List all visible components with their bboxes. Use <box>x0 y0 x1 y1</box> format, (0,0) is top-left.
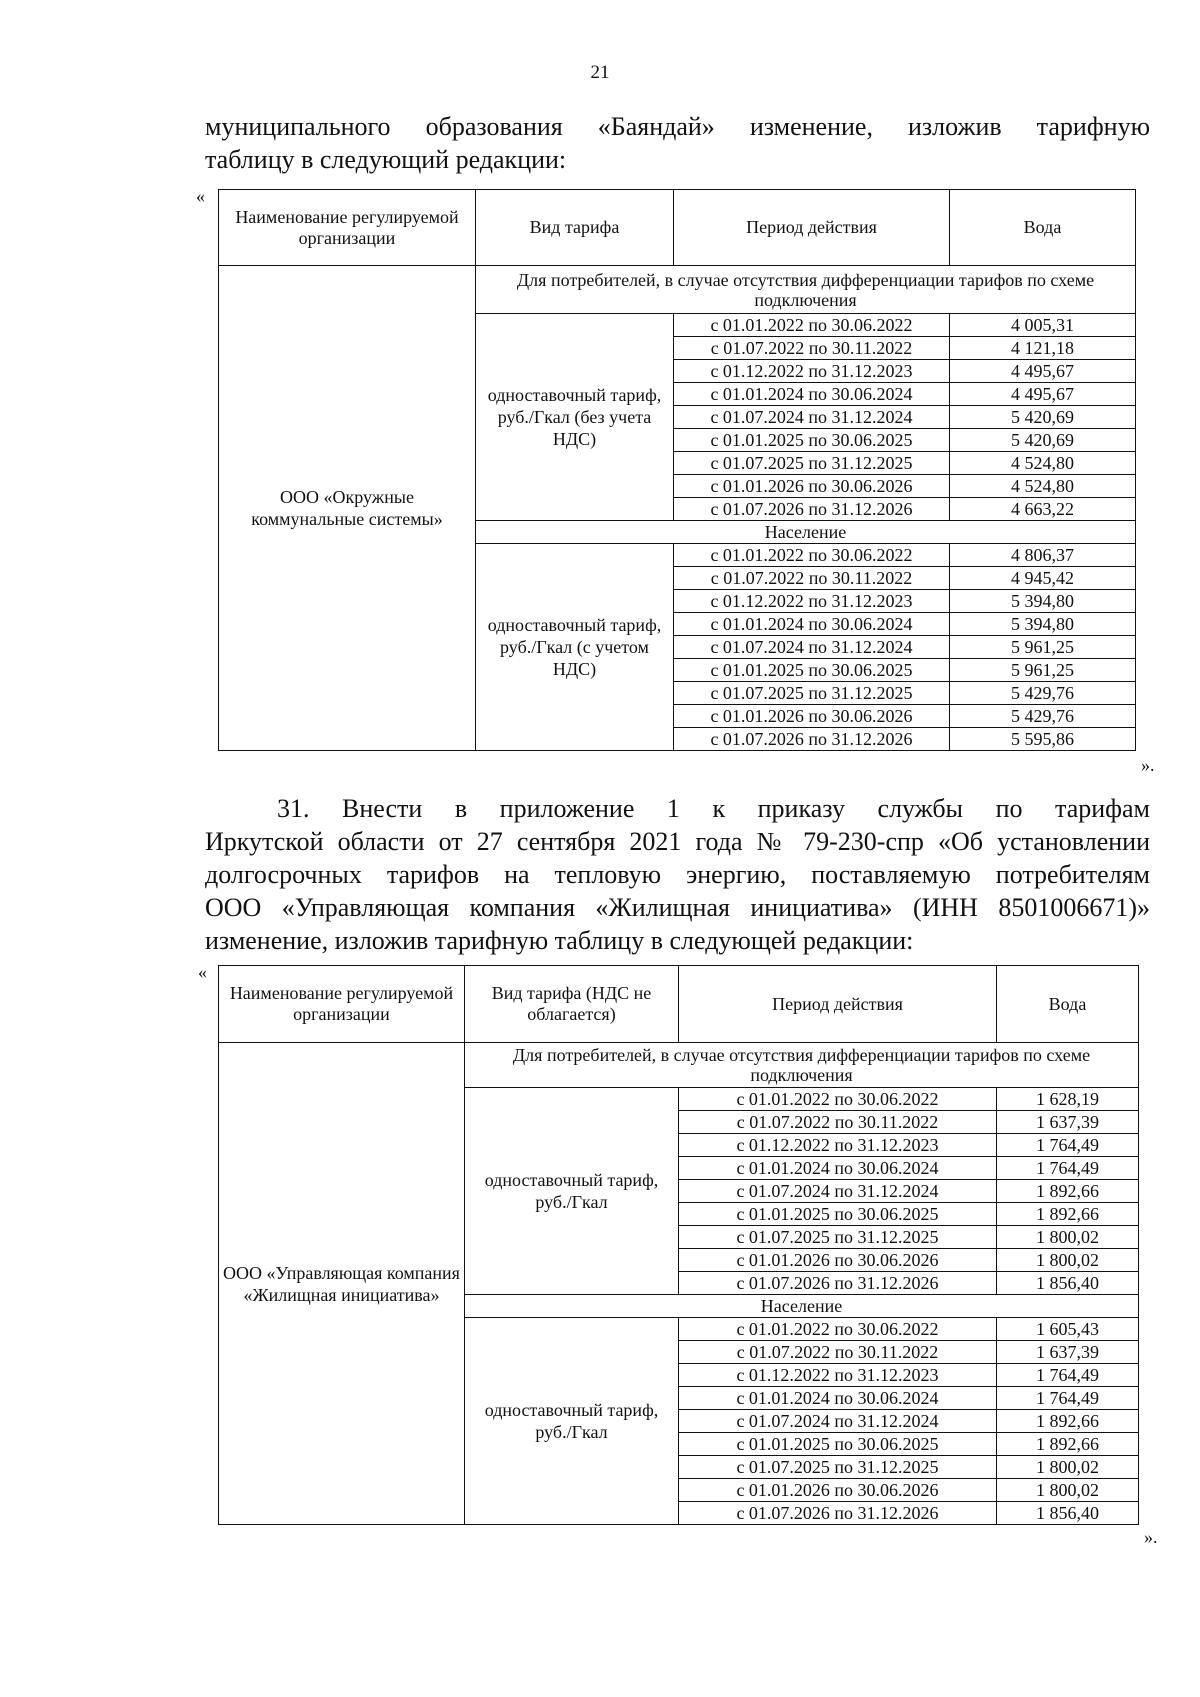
header-org: Наименование регулируемой организации <box>219 190 476 266</box>
tariff-type: одноставочный тариф, руб./Гкал <box>465 1088 679 1295</box>
period-cell: с 01.01.2025 по 30.06.2025 <box>674 429 950 452</box>
value-cell: 1 892,66 <box>997 1203 1139 1226</box>
intro-line: таблицу в следующий редакции: <box>205 145 567 174</box>
org-name: ООО «Управляющая компания «Жилищная инициатива» <box>219 1043 465 1525</box>
quote-close-1: ». <box>1141 755 1155 775</box>
value-cell: 1 800,02 <box>997 1249 1139 1272</box>
period-cell: с 01.01.2024 по 30.06.2024 <box>674 383 950 406</box>
tariff-table-1 <box>218 189 1136 751</box>
value-cell: 1 892,66 <box>997 1410 1139 1433</box>
value-cell: 1 892,66 <box>997 1433 1139 1456</box>
paragraph-line: Иркутской области от 27 сентября 2021 года № 79-230-спр «Об установлении <box>205 827 1150 856</box>
period-cell: с 01.01.2026 по 30.06.2026 <box>674 475 950 498</box>
value-cell: 5 420,69 <box>950 429 1136 452</box>
period-cell: с 01.07.2024 по 31.12.2024 <box>674 636 950 659</box>
period-cell: с 01.07.2026 по 31.12.2026 <box>679 1502 997 1525</box>
value-cell: 5 420,69 <box>950 406 1136 429</box>
period-cell: с 01.01.2022 по 30.06.2022 <box>679 1318 997 1341</box>
value-cell: 1 764,49 <box>997 1134 1139 1157</box>
paragraph-line: ООО «Управляющая компания «Жилищная инициатива» (ИНН 8501006671)» <box>205 893 1150 922</box>
period-cell: с 01.01.2025 по 30.06.2025 <box>674 659 950 682</box>
quote-open-1: « <box>196 186 205 206</box>
period-cell: с 01.07.2022 по 30.11.2022 <box>679 1341 997 1364</box>
org-name: ООО «Окружные коммунальные системы» <box>219 266 476 751</box>
header-tariff-type: Вид тарифа (НДС не облагается) <box>465 966 679 1043</box>
period-cell: с 01.12.2022 по 31.12.2023 <box>679 1134 997 1157</box>
value-cell: 1 637,39 <box>997 1341 1139 1364</box>
header-org: Наименование регулируемой организации <box>219 966 465 1043</box>
value-cell: 1 800,02 <box>997 1226 1139 1249</box>
value-cell: 1 856,40 <box>997 1502 1139 1525</box>
header-water: Вода <box>997 966 1139 1043</box>
value-cell: 1 856,40 <box>997 1272 1139 1295</box>
period-cell: с 01.01.2026 по 30.06.2026 <box>679 1249 997 1272</box>
section-label: Население <box>465 1295 1139 1318</box>
period-cell: с 01.01.2022 по 30.06.2022 <box>679 1088 997 1111</box>
period-cell: с 01.07.2025 по 31.12.2025 <box>679 1456 997 1479</box>
value-cell: 4 005,31 <box>950 314 1136 337</box>
period-cell: с 01.07.2026 по 31.12.2026 <box>674 728 950 751</box>
period-cell: с 01.01.2022 по 30.06.2022 <box>674 314 950 337</box>
period-cell: с 01.01.2024 по 30.06.2024 <box>679 1387 997 1410</box>
period-cell: с 01.01.2026 по 30.06.2026 <box>674 705 950 728</box>
value-cell: 5 429,76 <box>950 682 1136 705</box>
tariff-table-2 <box>218 965 1139 1525</box>
tariff-type: одноставочный тариф, руб./Гкал <box>465 1318 679 1525</box>
period-cell: с 01.07.2022 по 30.11.2022 <box>674 337 950 360</box>
value-cell: 1 605,43 <box>997 1318 1139 1341</box>
value-cell: 5 961,25 <box>950 636 1136 659</box>
value-cell: 4 945,42 <box>950 567 1136 590</box>
header-period: Период действия <box>679 966 997 1043</box>
period-cell: с 01.07.2022 по 30.11.2022 <box>679 1111 997 1134</box>
period-cell: с 01.01.2026 по 30.06.2026 <box>679 1479 997 1502</box>
period-cell: с 01.07.2025 по 31.12.2025 <box>679 1226 997 1249</box>
value-cell: 5 429,76 <box>950 705 1136 728</box>
tariff-type: одноставочный тариф, руб./Гкал (с учетом НДС) <box>476 544 674 751</box>
paragraph-line: изменение, изложив тарифную таблицу в следующей редакции: <box>205 926 914 955</box>
header-period: Период действия <box>674 190 950 266</box>
section-label: Для потребителей, в случае отсутствия дифференциации тарифов по схеме подключения <box>476 266 1136 314</box>
period-cell: с 01.01.2025 по 30.06.2025 <box>679 1433 997 1456</box>
value-cell: 5 394,80 <box>950 613 1136 636</box>
value-cell: 4 524,80 <box>950 452 1136 475</box>
period-cell: с 01.07.2022 по 30.11.2022 <box>674 567 950 590</box>
period-cell: с 01.01.2024 по 30.06.2024 <box>674 613 950 636</box>
period-cell: с 01.07.2026 по 31.12.2026 <box>679 1272 997 1295</box>
value-cell: 1 892,66 <box>997 1180 1139 1203</box>
paragraph-line: 31. Внести в приложение 1 к приказу службы по тарифам <box>277 794 1150 823</box>
header-tariff-type: Вид тарифа <box>476 190 674 266</box>
period-cell: с 01.07.2025 по 31.12.2025 <box>674 682 950 705</box>
value-cell: 1 764,49 <box>997 1364 1139 1387</box>
period-cell: с 01.07.2024 по 31.12.2024 <box>679 1410 997 1433</box>
page-number: 21 <box>590 62 610 83</box>
value-cell: 5 394,80 <box>950 590 1136 613</box>
value-cell: 4 524,80 <box>950 475 1136 498</box>
period-cell: с 01.07.2025 по 31.12.2025 <box>674 452 950 475</box>
value-cell: 1 628,19 <box>997 1088 1139 1111</box>
period-cell: с 01.12.2022 по 31.12.2023 <box>679 1364 997 1387</box>
section-label: Для потребителей, в случае отсутствия дифференциации тарифов по схеме подключения <box>465 1043 1139 1088</box>
value-cell: 4 806,37 <box>950 544 1136 567</box>
period-cell: с 01.01.2024 по 30.06.2024 <box>679 1157 997 1180</box>
value-cell: 5 595,86 <box>950 728 1136 751</box>
value-cell: 1 800,02 <box>997 1479 1139 1502</box>
period-cell: с 01.12.2022 по 31.12.2023 <box>674 360 950 383</box>
paragraph-31 <box>205 792 1150 957</box>
value-cell: 1 637,39 <box>997 1111 1139 1134</box>
value-cell: 4 495,67 <box>950 383 1136 406</box>
quote-close-2: ». <box>1144 1527 1158 1547</box>
section-label: Население <box>476 521 1136 544</box>
value-cell: 1 764,49 <box>997 1157 1139 1180</box>
value-cell: 4 121,18 <box>950 337 1136 360</box>
intro-line: муниципального образования «Баяндай» изменение, изложив тарифную <box>205 112 1150 141</box>
period-cell: с 01.01.2025 по 30.06.2025 <box>679 1203 997 1226</box>
value-cell: 5 961,25 <box>950 659 1136 682</box>
quote-open-2: « <box>198 962 207 982</box>
period-cell: с 01.12.2022 по 31.12.2023 <box>674 590 950 613</box>
intro-paragraph <box>205 110 1150 176</box>
period-cell: с 01.07.2026 по 31.12.2026 <box>674 498 950 521</box>
period-cell: с 01.07.2024 по 31.12.2024 <box>674 406 950 429</box>
period-cell: с 01.07.2024 по 31.12.2024 <box>679 1180 997 1203</box>
header-water: Вода <box>950 190 1136 266</box>
value-cell: 1 764,49 <box>997 1387 1139 1410</box>
value-cell: 1 800,02 <box>997 1456 1139 1479</box>
value-cell: 4 495,67 <box>950 360 1136 383</box>
value-cell: 4 663,22 <box>950 498 1136 521</box>
paragraph-line: долгосрочных тарифов на тепловую энергию, поставляемую потребителям <box>205 860 1150 889</box>
tariff-type: одноставочный тариф, руб./Гкал (без учета НДС) <box>476 314 674 521</box>
period-cell: с 01.01.2022 по 30.06.2022 <box>674 544 950 567</box>
